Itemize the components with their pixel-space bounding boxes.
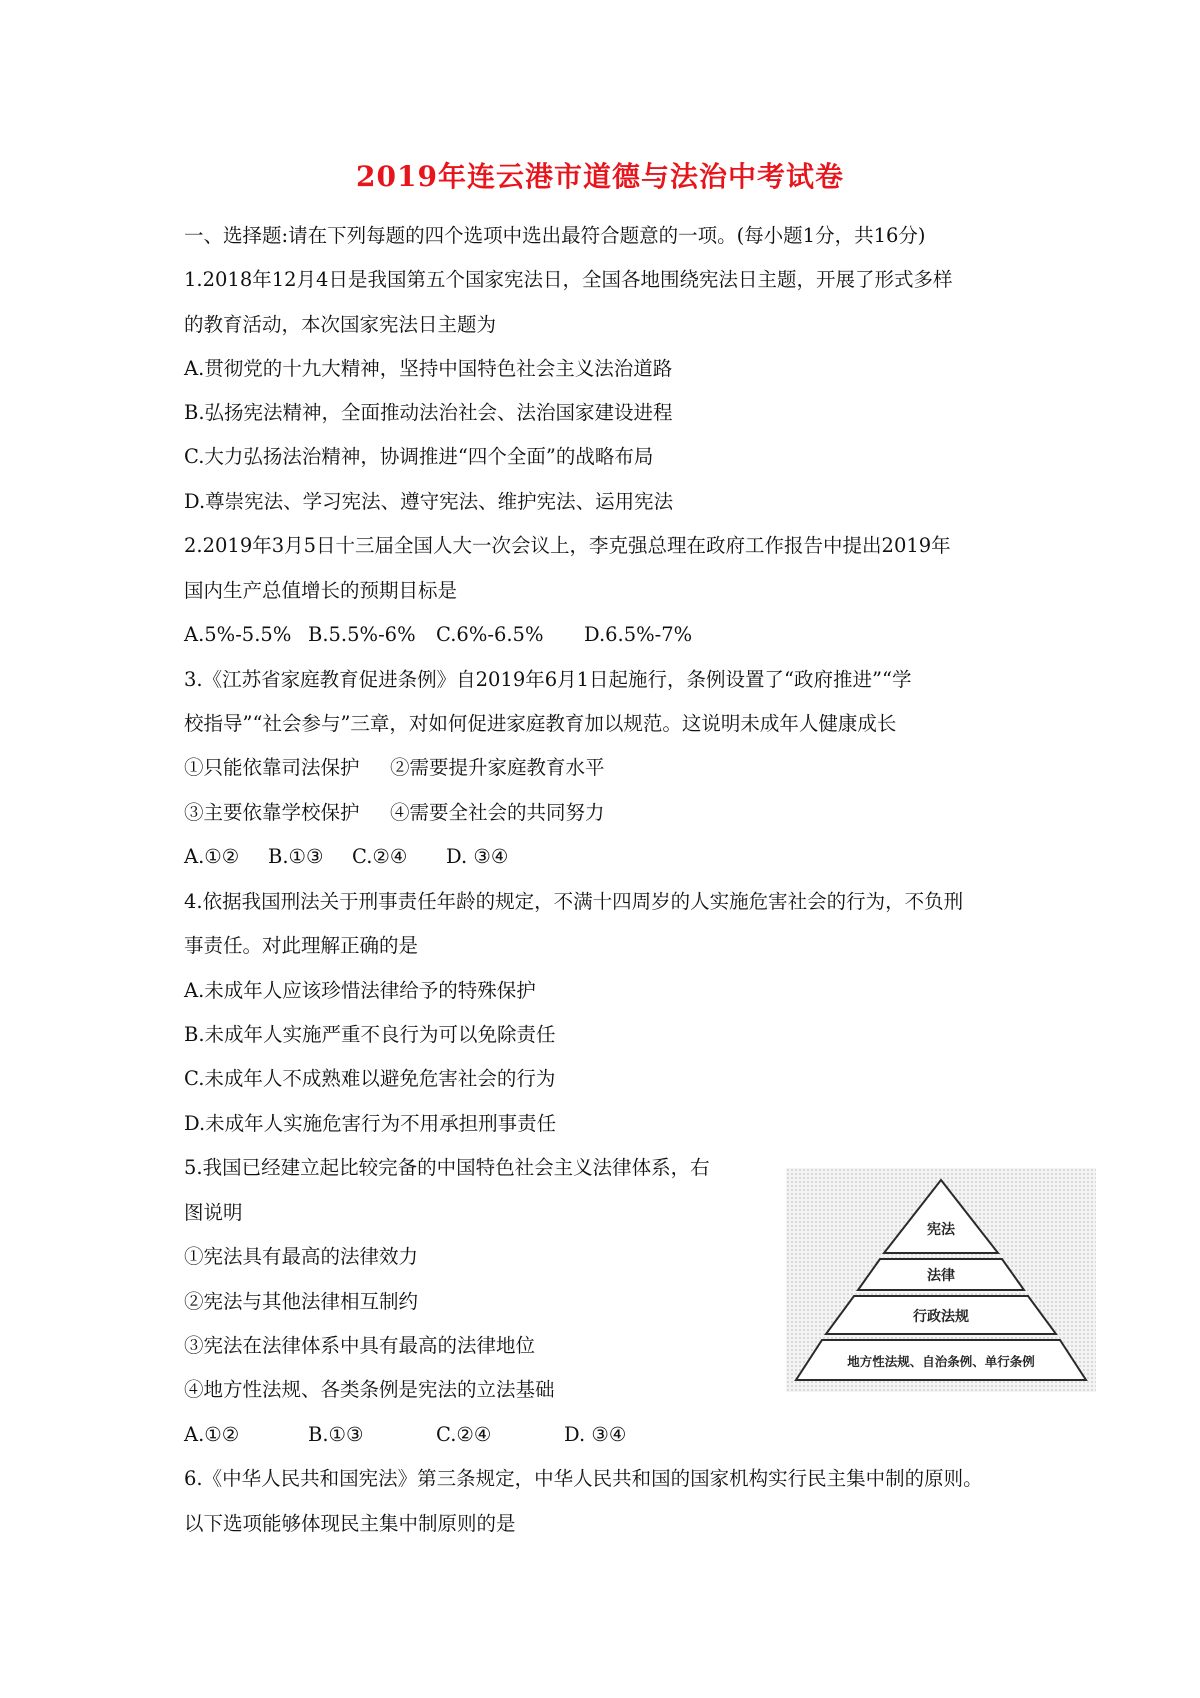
q4-stem-line2: 事责任。对此理解正确的是 [184, 934, 419, 957]
section-instruction: 一、选择题:请在下列每题的四个选项中选出最符合题意的一项。(每小题1分，共16分) [184, 224, 926, 247]
q5-stem-line1: 5.我国已经建立起比较完备的中国特色社会主义法律体系，右 [184, 1156, 710, 1179]
q6-stem-line1: 6.《中华人民共和国宪法》第三条规定，中华人民共和国的国家机构实行民主集中制的原则。 [184, 1467, 983, 1490]
q3-option-d: D. ③④ [446, 845, 509, 868]
pyramid-label-law: 法律 [927, 1268, 955, 1284]
q4-option-b: B.未成年人实施严重不良行为可以免除责任 [184, 1023, 556, 1046]
q4-stem-line1: 4.依据我国刑法关于刑事责任年龄的规定，不满十四周岁的人实施危害社会的行为，不负刑 [184, 890, 964, 913]
q2-options [184, 622, 692, 648]
law-pyramid-figure [786, 1168, 1096, 1392]
q1-option-d: D.尊崇宪法、学习宪法、遵守宪法、维护宪法、运用宪法 [184, 490, 674, 513]
q1-option-b: B.弘扬宪法精神，全面推动法治社会、法治国家建设进程 [184, 401, 673, 424]
pyramid-label-constitution: 宪法 [927, 1222, 955, 1238]
q2-stem-line2: 国内生产总值增长的预期目标是 [184, 579, 458, 602]
q4-option-c: C.未成年人不成熟难以避免危害社会的行为 [184, 1067, 556, 1090]
q5-option-b: B.①③ [308, 1423, 364, 1446]
q1-option-a: A.贯彻党的十九大精神，坚持中国特色社会主义法治道路 [184, 357, 673, 380]
q2-option-d: D.6.5%-7% [584, 623, 693, 646]
q3-options [184, 844, 508, 870]
q3-option-b: B.①③ [268, 845, 324, 868]
law-pyramid-svg [786, 1168, 1096, 1392]
q3-option-a: A.①② [184, 845, 240, 868]
q2-option-b: B.5.5%-6% [308, 623, 416, 646]
q5-stem-line2: 图说明 [184, 1201, 243, 1224]
q3-statements-1-2 [184, 755, 605, 781]
q3-statement-2: ②需要提升家庭教育水平 [390, 756, 605, 779]
q6-stem-line2: 以下选项能够体现民主集中制原则的是 [184, 1512, 516, 1535]
q1-option-c: C.大力弘扬法治精神，协调推进“四个全面”的战略布局 [184, 445, 654, 468]
q5-statement-1: ①宪法具有最高的法律效力 [184, 1245, 419, 1268]
q5-statement-3: ③宪法在法律体系中具有最高的法律地位 [184, 1334, 536, 1357]
q3-statement-3: ③主要依靠学校保护 [184, 801, 360, 824]
q5-option-d: D. ③④ [564, 1423, 627, 1446]
q1-stem-line2: 的教育活动，本次国家宪法日主题为 [184, 313, 497, 336]
q2-option-a: A.5%-5.5% [184, 623, 292, 646]
q4-option-d: D.未成年人实施危害行为不用承担刑事责任 [184, 1112, 557, 1135]
q1-stem-line1: 1.2018年12月4日是我国第五个国家宪法日，全国各地围绕宪法日主题，开展了形式多样 [184, 268, 953, 291]
q5-statement-4: ④地方性法规、各类条例是宪法的立法基础 [184, 1378, 555, 1401]
pyramid-label-admin-regulation: 行政法规 [913, 1309, 969, 1325]
q2-option-c: C.6%-6.5% [436, 623, 544, 646]
q3-stem-line1: 3.《江苏省家庭教育促进条例》自2019年6月1日起施行，条例设置了“政府推进”“学 [184, 668, 912, 691]
q3-statements-3-4 [184, 800, 605, 826]
q3-stem-line2: 校指导”“社会参与”三章，对如何促进家庭教育加以规范。这说明未成年人健康成长 [184, 712, 897, 735]
q2-stem-line1: 2.2019年3月5日十三届全国人大一次会议上，李克强总理在政府工作报告中提出2019年 [184, 534, 951, 557]
q5-option-c: C.②④ [436, 1423, 492, 1446]
q4-option-a: A.未成年人应该珍惜法律给予的特殊保护 [184, 979, 536, 1002]
q3-option-c: C.②④ [352, 845, 408, 868]
pyramid-tier-constitution [884, 1180, 998, 1253]
q3-statement-4: ④需要全社会的共同努力 [390, 801, 605, 824]
q3-statement-1: ①只能依靠司法保护 [184, 756, 360, 779]
exam-title: 2019年连云港市道德与法治中考试卷 [356, 160, 844, 193]
q5-options [184, 1422, 626, 1448]
q5-statement-2: ②宪法与其他法律相互制约 [184, 1290, 419, 1313]
pyramid-label-local-regulation: 地方性法规、自治条例、单行条例 [847, 1354, 1035, 1369]
q5-option-a: A.①② [184, 1423, 240, 1446]
